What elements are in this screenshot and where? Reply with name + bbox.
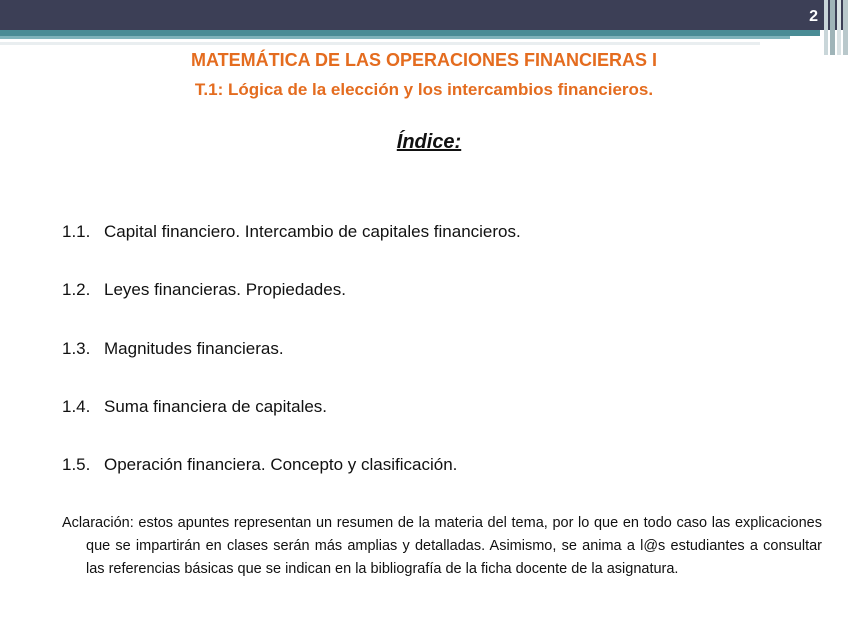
header-band <box>0 0 848 30</box>
page-subtitle: T.1: Lógica de la elección y los intercambios financieros. <box>194 80 654 99</box>
toc-item-number: 1.4. <box>62 397 91 416</box>
toc-item-number: 1.3. <box>62 339 91 358</box>
toc-item-text: Suma financiera de capitales. <box>104 397 328 416</box>
index-heading: Índice: <box>396 131 462 153</box>
toc-item <box>62 397 327 417</box>
toc-item <box>62 455 457 475</box>
header-accent-line-light <box>0 36 790 39</box>
slide-number: 2 <box>809 8 818 25</box>
toc-item <box>62 339 284 359</box>
toc-item-text: Capital financiero. Intercambio de capitales financieros. <box>104 222 521 241</box>
toc-item-text: Magnitudes financieras. <box>104 339 284 358</box>
header-right-bars <box>824 0 848 55</box>
toc-item-number: 1.5. <box>62 455 91 474</box>
page-title: MATEMÁTICA DE LAS OPERACIONES FINANCIERAS I <box>190 50 657 70</box>
toc-item-text: Leyes financieras. Propiedades. <box>104 280 346 299</box>
toc-item-number: 1.1. <box>62 222 91 241</box>
toc-item <box>62 280 346 300</box>
toc-item <box>62 222 521 242</box>
clarification-note: Aclaración: estos apuntes representan un resumen de la materia del tema, por lo que en todo caso las explicaciones que se impartirán en clases serán más amplias y detalladas. Asimismo, se anima a l@s estudiantes a consultar las referencias básicas que se indican en la bibliografía de la ficha docente de la asignatura. <box>62 515 822 577</box>
header-accent-line-white <box>0 42 760 45</box>
toc-item-text: Operación financiera. Concepto y clasificación. <box>104 455 458 474</box>
toc-item-number: 1.2. <box>62 280 91 299</box>
